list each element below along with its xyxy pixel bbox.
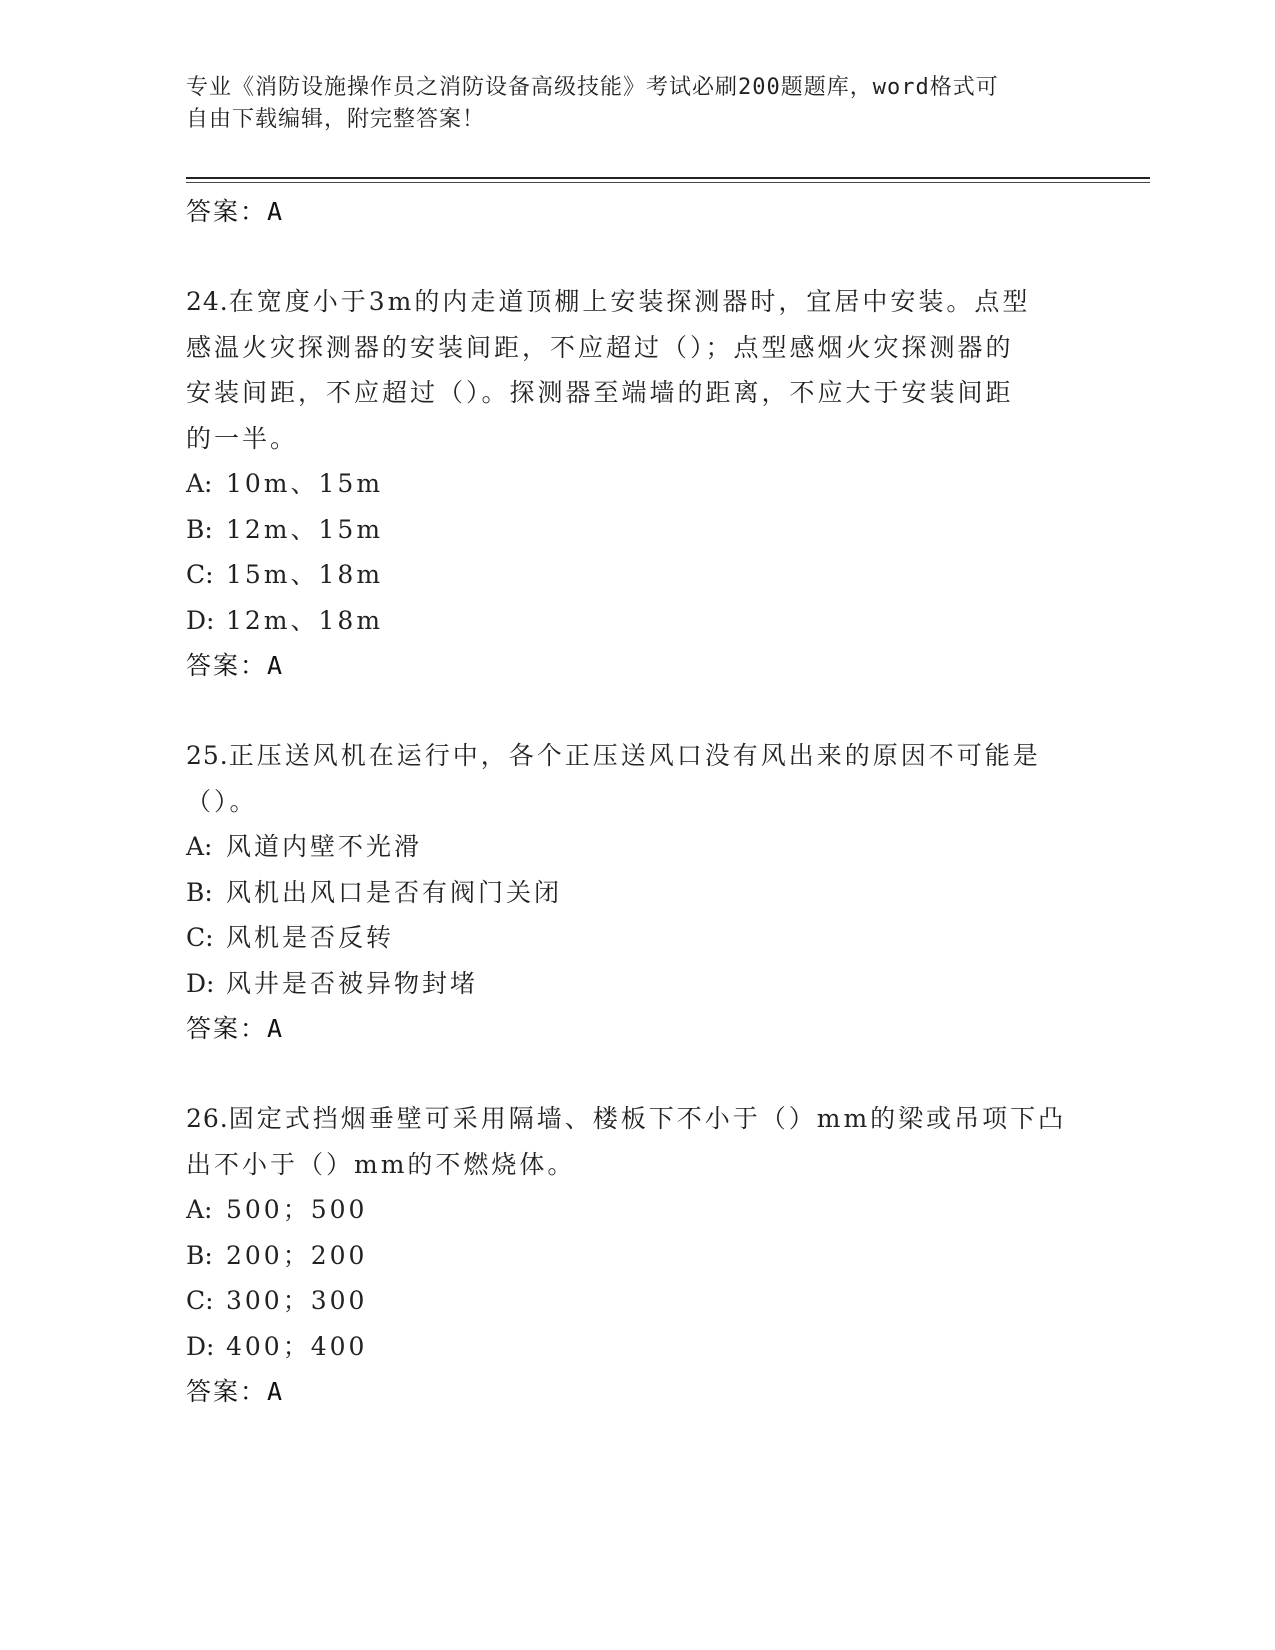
question-stem [186,1096,1086,1187]
option-d [186,961,1086,1007]
stem-line: 感温火灾探测器的安装间距，不应超过（）；点型感烟火灾探测器的 [186,332,1014,362]
stem-text: 正压送风机在运行中，各个正压送风口没有风出来的原因不可能是 [228,741,1041,770]
answer-line: 答案：A [186,1377,285,1406]
option-label: A: [186,832,213,861]
stem-text: 固定式挡烟垂壁可采用隔墙、楼板下不小于（）mm的梁或吊项下凸 [228,1104,1067,1133]
option-text: 风道内壁不光滑 [226,832,423,861]
header-line-1: 专业《消防设施操作员之消防设备高级技能》考试必刷200题题库，word格式可 [186,75,999,100]
option-label: B: [186,1240,213,1270]
stem-text: 在宽度小于3m的内走道顶棚上安装探测器时，宜居中安装。点型 [228,287,1031,316]
question-number: 26. [186,1104,229,1133]
spacer [186,1052,1086,1096]
option-label: A: [186,1195,213,1224]
option-a [186,461,1086,507]
option-d [186,1324,1086,1370]
option-b [186,507,1086,553]
previous-answer: 答案：A [186,197,285,226]
option-a [186,1187,1086,1233]
option-text: 200；200 [226,1240,368,1270]
option-c [186,552,1086,598]
question-number: 24. [186,287,229,316]
stem-line: 出不小于（）mm的不燃烧体。 [186,1149,576,1179]
option-b [186,1233,1086,1279]
option-label: D: [186,1331,215,1361]
option-text: 12m、15m [226,514,384,544]
answer-line: 答案：A [186,1014,285,1043]
option-label: D: [186,605,215,635]
question-24 [186,279,1086,689]
option-text: 15m、18m [226,560,384,589]
stem-line: （）。 [186,786,258,816]
option-a [186,824,1086,870]
option-text: 10m、15m [226,469,384,498]
header-rule [186,177,1150,179]
option-text: 12m、18m [226,605,384,635]
stem-line [186,279,1086,325]
header-line-2: 自由下载编辑，附完整答案！ [186,107,486,132]
stem-line [186,1096,1086,1142]
question-26 [186,1096,1086,1415]
page-header [186,72,1066,136]
stem-line: 的一半。 [186,423,299,453]
option-text: 风机是否反转 [226,923,395,952]
option-text: 风井是否被异物封堵 [226,968,479,998]
stem-line [186,733,1086,779]
answer-line: 答案：A [186,651,285,680]
question-number: 25. [186,741,229,770]
option-label: C: [186,1286,214,1315]
option-text: 300；300 [226,1286,368,1315]
option-c [186,1278,1086,1324]
stem-line: 安装间距，不应超过（）。探测器至端墙的距离，不应大于安装间距 [186,378,1014,407]
option-label: C: [186,560,214,589]
spacer [186,235,1086,279]
option-d [186,598,1086,644]
header-rule-thin [186,182,1150,183]
option-text: 400；400 [226,1331,368,1361]
option-label: B: [186,514,213,544]
option-label: B: [186,877,213,907]
option-label: D: [186,968,215,998]
option-text: 500；500 [226,1195,368,1224]
question-list [186,189,1086,1415]
question-stem [186,733,1086,824]
question-stem [186,279,1086,461]
question-25 [186,733,1086,1052]
option-label: C: [186,923,214,952]
option-b [186,870,1086,916]
option-c [186,915,1086,961]
option-text: 风机出风口是否有阀门关闭 [226,877,563,907]
spacer [186,689,1086,733]
option-label: A: [186,469,213,498]
